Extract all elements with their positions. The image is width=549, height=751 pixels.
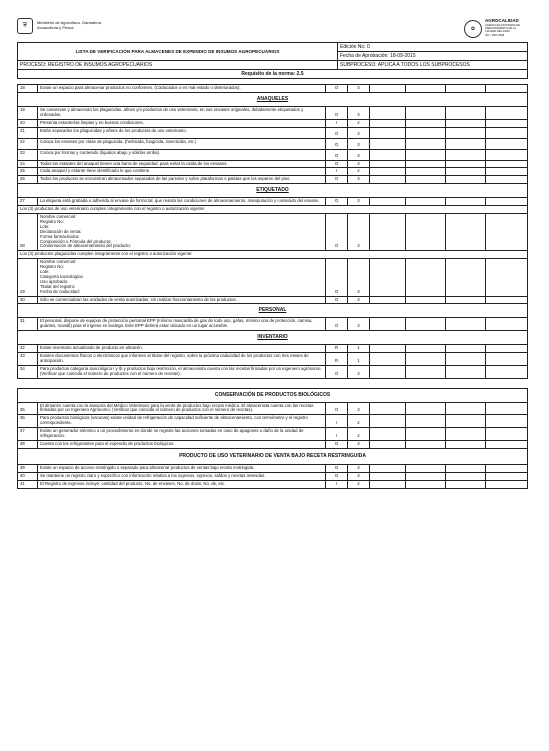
empty-cell xyxy=(370,106,406,119)
empty-cell xyxy=(370,213,406,250)
empty-cell xyxy=(486,198,528,206)
empty-cell xyxy=(486,428,528,441)
item-number: 18 xyxy=(18,85,38,93)
empty-cell xyxy=(370,428,406,441)
empty-cell xyxy=(370,480,406,488)
section-inventario xyxy=(18,331,528,345)
empty-cell xyxy=(406,198,446,206)
compliance-code: O xyxy=(326,296,348,304)
empty-cell xyxy=(406,440,446,448)
empty-cell xyxy=(406,464,446,472)
empty-cell xyxy=(486,464,528,472)
empty-cell xyxy=(486,213,528,250)
empty-cell xyxy=(370,168,406,176)
empty-cell xyxy=(370,415,406,428)
ministry-logo xyxy=(17,18,337,34)
empty-cell xyxy=(486,149,528,160)
empty-cell xyxy=(406,85,446,93)
section-personal xyxy=(18,304,528,318)
empty-cell xyxy=(446,464,486,472)
score-value: 1 xyxy=(348,353,370,366)
score-value: 3 xyxy=(348,160,370,168)
ministry-name: Ministerio de Agricultura, Ganadería, Acuacultura y Pesca xyxy=(37,20,102,30)
empty-cell xyxy=(446,440,486,448)
item-number: 39 xyxy=(18,464,38,472)
compliance-code: R xyxy=(326,345,348,353)
item-number: 30 xyxy=(18,296,38,304)
table-row xyxy=(18,296,528,304)
score-value: 2 xyxy=(348,119,370,127)
item-number: 33 xyxy=(18,353,38,366)
empty-cell xyxy=(406,296,446,304)
empty-cell xyxy=(486,296,528,304)
empty-cell xyxy=(486,353,528,366)
compliance-code: O xyxy=(326,160,348,168)
item-description: Cuenta con los refrigerantes para el expendio de productos biológicos. xyxy=(38,440,326,448)
item-description: Existen documentos físicos o electrónicos que informen al titular del registro, sobre la próxima caducidad de los productos con tres meses de anticipación. xyxy=(38,353,326,366)
section-receta xyxy=(18,448,528,464)
table-row xyxy=(18,318,528,331)
empty-cell xyxy=(486,480,528,488)
table-row xyxy=(18,402,528,415)
item-number: 34 xyxy=(18,365,38,378)
empty-cell xyxy=(406,365,446,378)
score-value: 2 xyxy=(348,480,370,488)
empty-cell xyxy=(486,259,528,296)
empty-cell xyxy=(370,464,406,472)
table-row xyxy=(18,213,528,250)
compliance-code: O xyxy=(326,85,348,93)
empty-cell xyxy=(370,85,406,93)
table-row xyxy=(18,85,528,93)
item-description: Cada anaquel y estante tiene identificado lo que contiene. xyxy=(38,168,326,176)
empty-cell xyxy=(446,106,486,119)
compliance-code: O xyxy=(326,198,348,206)
document-title-table xyxy=(17,42,528,79)
empty-cell xyxy=(446,168,486,176)
score-value: 3 xyxy=(348,472,370,480)
empty-cell xyxy=(446,480,486,488)
table-row xyxy=(18,149,528,160)
empty-cell xyxy=(406,318,446,331)
process-label: PROCESO: REGISTRO DE INSUMOS AGROPECUARIOS xyxy=(18,61,338,70)
item-number: 24 xyxy=(18,160,38,168)
score-value: 3 xyxy=(348,149,370,160)
empty-cell xyxy=(446,160,486,168)
table-row xyxy=(18,198,528,206)
table-row xyxy=(18,464,528,472)
item-description: La etiqueta está grabada o adherida al envase de forma tal, que resista las condiciones de almacenamiento, manipulación y contenido del envase. xyxy=(38,198,326,206)
score-value: 3 xyxy=(348,106,370,119)
item-description: Para productos categoría toxicológica I y Ib y productos bajo restricción, el almacenista cuenta con las recetas firmadas por un ingeniero agrónomo. (Verificar que coincida el número de productos con el número de recetas). xyxy=(38,365,326,378)
agency-subtitle: AGENCIA ECUATORIANA DE ASEGURAMIENTO DE LA CALIDAD DEL AGRO xyxy=(485,24,520,33)
empty-cell xyxy=(406,176,446,184)
checklist-table xyxy=(17,84,528,379)
empty-cell xyxy=(446,259,486,296)
item-number: 38 xyxy=(18,440,38,448)
item-number: 26 xyxy=(18,176,38,184)
item-number: 40 xyxy=(18,472,38,480)
compliance-code: I xyxy=(326,168,348,176)
empty-cell xyxy=(486,160,528,168)
table-row xyxy=(18,440,528,448)
empty-cell xyxy=(486,119,528,127)
edition-label: Edición No: 0 xyxy=(338,43,528,52)
compliance-code: I xyxy=(326,480,348,488)
empty-cell xyxy=(370,138,406,149)
empty-cell xyxy=(370,176,406,184)
compliance-code: I xyxy=(326,415,348,428)
cell-text: ANAQUELES xyxy=(18,92,528,106)
cell-text: Los (3) productos plaguicidas cumplen íntegramente con el registro o autorización vigente: xyxy=(18,251,528,259)
empty-cell xyxy=(486,440,528,448)
score-value: 2 xyxy=(348,168,370,176)
compliance-code: O xyxy=(326,259,348,296)
empty-cell xyxy=(406,259,446,296)
score-value: 3 xyxy=(348,198,370,206)
agrocalidad-seal-icon: ✿ xyxy=(464,20,482,38)
section-etiquetado xyxy=(18,184,528,198)
item-description: El personal, dispone de equipos de protección personal EPP (mínimo mascarilla de gas de todo uso, gafas, mínimo una de protección, camisa, guantes, mandil) para el ingreso en bodega. Este EPP deberá estar ubicado en un lugar accesible. xyxy=(38,318,326,331)
compliance-code: O xyxy=(326,106,348,119)
score-value: 3 xyxy=(348,402,370,415)
table-row xyxy=(18,119,528,127)
item-description: Todos los estantes del anaquel tienen una barra de seguridad, para evitar la caída de los envases. xyxy=(38,160,326,168)
table-row xyxy=(18,168,528,176)
empty-cell xyxy=(446,428,486,441)
empty-cell xyxy=(406,472,446,480)
empty-cell xyxy=(406,213,446,250)
item-description: Nombre comercial: Registro No: Lote: Declaración de venta: Forma farmacéutica: Composición o Fórmula del producto: Conservación de almacenamiento del producto: xyxy=(38,213,326,250)
item-number: 20 xyxy=(18,119,38,127)
empty-cell xyxy=(486,402,528,415)
item-number: 23 xyxy=(18,149,38,160)
empty-cell xyxy=(446,318,486,331)
empty-cell xyxy=(370,440,406,448)
table-row xyxy=(18,160,528,168)
empty-cell xyxy=(17,18,337,42)
empty-cell xyxy=(486,176,528,184)
item-description: Existe un espacio para almacenar productos no conformes. (Caducados o en mal estado o deteriorados). xyxy=(38,85,326,93)
empty-cell xyxy=(446,353,486,366)
empty-cell xyxy=(486,365,528,378)
empty-cell xyxy=(446,119,486,127)
empty-cell xyxy=(370,472,406,480)
item-description: Se mantiene un registro claro y específico con información relativa a los ingresos, egresos, saldos y recetas retenidas. xyxy=(38,472,326,480)
score-value: 3 xyxy=(348,296,370,304)
item-number: 22 xyxy=(18,138,38,149)
document-title: LISTA DE VERIFICACIÓN PARA ALMACENES DE EXPENDIO DE INSUMOS AGROPECUARIOS xyxy=(18,43,338,61)
score-value: 3 xyxy=(348,138,370,149)
table-row xyxy=(18,127,528,138)
item-description: Están separados los plaguicidas y afines de los productos de uso veterinario. xyxy=(38,127,326,138)
score-value: 3 xyxy=(348,464,370,472)
compliance-code: O xyxy=(326,440,348,448)
item-description: Sólo se comercializan las unidades de venta autorizadas, sin realizar fraccionamiento de los productos. xyxy=(38,296,326,304)
item-number: 21 xyxy=(18,127,38,138)
item-number: 41 xyxy=(18,480,38,488)
empty-cell xyxy=(446,472,486,480)
ecuador-shield-icon: ⛨ xyxy=(17,18,33,34)
empty-cell xyxy=(486,127,528,138)
item-description: Existe un espacio de acceso restringido o separado para almacenar productos de ventas bajo receta restringida. xyxy=(38,464,326,472)
table-row xyxy=(18,353,528,366)
empty-cell xyxy=(406,127,446,138)
item-description: Para productos biológicos (vacunas) existe unidad de refrigeración de capacidad suficiente de almacenamiento, con termómetro y el registro correspondiente. xyxy=(38,415,326,428)
empty-cell xyxy=(406,106,446,119)
compliance-code: O xyxy=(326,149,348,160)
score-value: 3 xyxy=(348,213,370,250)
item-description: Se conservan y almacenan los plaguicidas, afines y/o productos de uso veterinario, en sus envases originales, debidamente etiquetados y ordenados. xyxy=(38,106,326,119)
empty-cell xyxy=(370,353,406,366)
empty-cell xyxy=(370,365,406,378)
score-value: 2 xyxy=(348,428,370,441)
score-value: 1 xyxy=(348,345,370,353)
empty-cell xyxy=(446,176,486,184)
score-value: 2 xyxy=(348,415,370,428)
item-number: 31 xyxy=(18,318,38,331)
item-description: Presenta estanterías limpias y en buenas condiciones. xyxy=(38,119,326,127)
item-number: 25 xyxy=(18,168,38,176)
empty-cell xyxy=(446,149,486,160)
empty-cell xyxy=(446,85,486,93)
empty-cell xyxy=(446,127,486,138)
empty-cell xyxy=(370,318,406,331)
item-description: Existe un generador eléctrico o un procedimiento en donde se registre las acciones tomadas en caso de apagones o daño de la unidad de refrigeración. xyxy=(38,428,326,441)
empty-cell xyxy=(406,345,446,353)
empty-cell xyxy=(370,198,406,206)
table-row xyxy=(18,415,528,428)
empty-cell xyxy=(406,428,446,441)
empty-cell xyxy=(370,345,406,353)
empty-cell xyxy=(370,402,406,415)
score-value: 3 xyxy=(348,440,370,448)
empty-cell xyxy=(446,345,486,353)
item-description: El almacén cuenta con la asesoría del Médico Veterinario para la venta de productos bajo receta médica. El almacenista cuenta con las recetas firmadas por un Ingeniero Agrónomo. (Verificar que coincida el número de productos con el número de recetas). xyxy=(38,402,326,415)
table-row xyxy=(18,106,528,119)
empty-cell xyxy=(446,365,486,378)
compliance-code: I xyxy=(326,428,348,441)
table-row xyxy=(18,176,528,184)
requirement-label: Requisito de la norma: 2.5 xyxy=(18,70,528,79)
item-number: 29 xyxy=(18,259,38,296)
compliance-code: O xyxy=(326,213,348,250)
approval-date: Fecha de Aprobación: 18-09-2015 xyxy=(338,52,528,61)
empty-cell xyxy=(406,149,446,160)
cell-text: PERSONAL xyxy=(18,304,528,318)
table-row xyxy=(18,138,528,149)
compliance-code: O xyxy=(326,464,348,472)
item-description: Todos los productos se encuentran almacenados separados de las paredes y sobre plataformas o paletas que los separen del piso. xyxy=(38,176,326,184)
empty-cell xyxy=(446,402,486,415)
empty-cell xyxy=(370,259,406,296)
item-number: 32 xyxy=(18,345,38,353)
empty-cell xyxy=(486,345,528,353)
compliance-code: O xyxy=(326,402,348,415)
empty-cell xyxy=(337,18,527,42)
cell-text: CONSERVACIÓN DE PRODUCTOS BIOLÓGICOS xyxy=(18,388,528,402)
score-value: 3 xyxy=(348,318,370,331)
item-description: Nombre comercial: Registro No: Lote: Categoría toxicológica: Uso aprobado: Titular del registro: Fecha de caducidad: xyxy=(38,259,326,296)
score-value: 3 xyxy=(348,365,370,378)
empty-cell xyxy=(446,296,486,304)
agency-name: AGROCALIDAD xyxy=(485,18,519,23)
item-description: El Registro de ingresos incluye: cantidad del producto, No. de envases, No. de dosis, No. de, etc. xyxy=(38,480,326,488)
item-description: Coloca por formas y contenido (líquidos abajo y sólidos arriba). xyxy=(38,149,326,160)
score-value: 3 xyxy=(348,127,370,138)
empty-cell xyxy=(406,168,446,176)
item-number: 27 xyxy=(18,198,38,206)
item-number: 36 xyxy=(18,415,38,428)
compliance-code: I xyxy=(326,119,348,127)
table-row xyxy=(18,365,528,378)
subprocess-label: SUBPROCESO: APLICA A TODOS LOS SUBPROCESOS xyxy=(338,61,528,70)
item-number: 35 xyxy=(18,402,38,415)
table-row xyxy=(18,480,528,488)
checklist-table-2 xyxy=(17,388,528,489)
section-biologicos xyxy=(18,388,528,402)
empty-cell xyxy=(370,119,406,127)
empty-cell xyxy=(406,353,446,366)
compliance-code: O xyxy=(326,138,348,149)
item-description: Coloca los envases por clase de plaguicida. (herbicida, fungicida, insecticida, etc.) xyxy=(38,138,326,149)
empty-cell xyxy=(370,149,406,160)
score-value: 3 xyxy=(348,176,370,184)
score-value: 3 xyxy=(348,259,370,296)
cell-text: Los (3) productos de uso veterinario cumplen íntegramente con el registro o autorización vigente: xyxy=(18,206,528,214)
item-number: 19 xyxy=(18,106,38,119)
compliance-code: O xyxy=(326,365,348,378)
empty-cell xyxy=(406,160,446,168)
table-row xyxy=(18,206,528,214)
cell-text: ETIQUETADO xyxy=(18,184,528,198)
item-number: 37 xyxy=(18,428,38,441)
empty-cell xyxy=(446,138,486,149)
cell-text: INVENTARIO xyxy=(18,331,528,345)
empty-cell xyxy=(446,415,486,428)
empty-cell xyxy=(486,318,528,331)
compliance-code: O xyxy=(326,318,348,331)
empty-cell xyxy=(406,138,446,149)
item-number: 28 xyxy=(18,213,38,250)
empty-cell xyxy=(406,480,446,488)
cell-text: PRODUCTO DE USO VETERINARIO DE VENTA BAJO RECETA RESTRINGUIDA xyxy=(18,448,528,464)
empty-cell xyxy=(406,415,446,428)
checklist-page xyxy=(17,18,527,489)
empty-cell xyxy=(370,127,406,138)
compliance-code: O xyxy=(326,472,348,480)
empty-cell xyxy=(446,198,486,206)
compliance-code: O xyxy=(326,176,348,184)
compliance-code: O xyxy=(326,127,348,138)
empty-cell xyxy=(486,106,528,119)
iso-label: ISO - 9001:2008 xyxy=(485,34,505,37)
table-row xyxy=(18,251,528,259)
table-row xyxy=(18,472,528,480)
table-row xyxy=(18,345,528,353)
document-header xyxy=(17,18,527,42)
item-description: Existe inventario actualizado de producto en almacén. xyxy=(38,345,326,353)
compliance-code: R xyxy=(326,353,348,366)
empty-cell xyxy=(486,415,528,428)
empty-cell xyxy=(446,213,486,250)
empty-cell xyxy=(406,402,446,415)
empty-cell xyxy=(370,296,406,304)
empty-cell xyxy=(486,138,528,149)
empty-cell xyxy=(370,160,406,168)
empty-cell xyxy=(486,85,528,93)
empty-cell xyxy=(406,119,446,127)
table-row xyxy=(18,428,528,441)
empty-cell xyxy=(486,472,528,480)
agrocalidad-logo xyxy=(464,18,527,39)
score-value: 3 xyxy=(348,85,370,93)
section-anaqueles xyxy=(18,92,528,106)
table-row xyxy=(18,259,528,296)
empty-cell xyxy=(486,168,528,176)
